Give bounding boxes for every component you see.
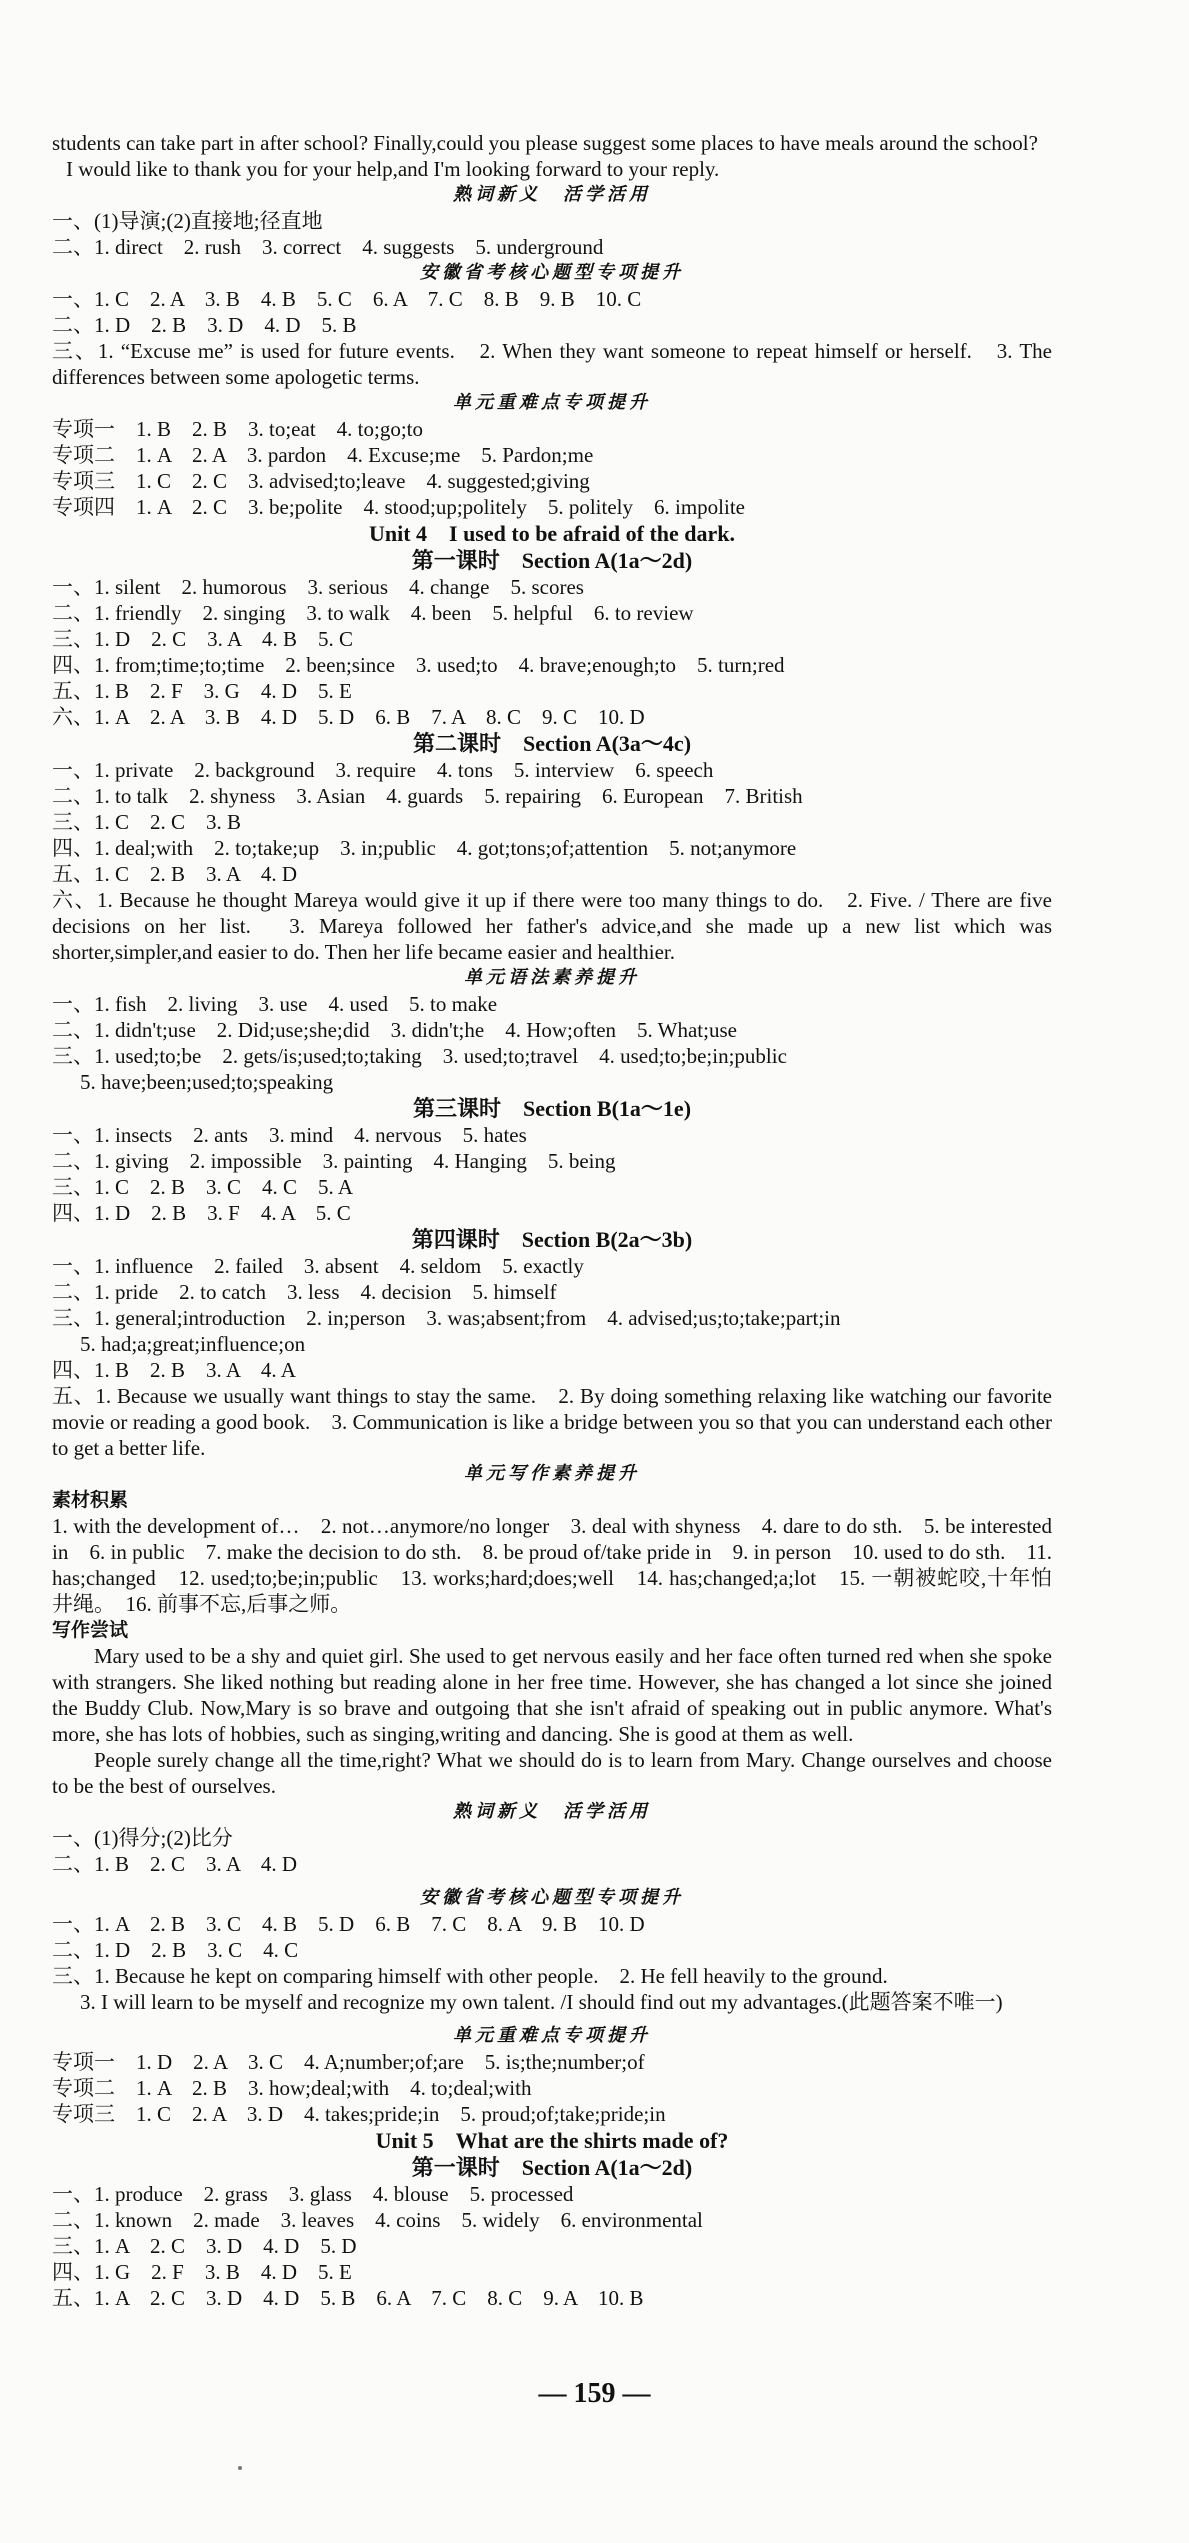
answer-line: 一、1. private 2. background 3. require 4. tons 5. interview 6. speech xyxy=(52,758,714,782)
answer-line: 一、1. insects 2. ants 3. mind 4. nervous 5. hates xyxy=(52,1123,527,1147)
lesson-heading: Unit 4 I used to be afraid of the dark. xyxy=(368,521,736,546)
answer-line: 二、1. to talk 2. shyness 3. Asian 4. guards 5. repairing 6. European 7. British xyxy=(52,784,803,808)
answer-line: 二、1. giving 2. impossible 3. painting 4. Hanging 5. being xyxy=(52,1149,616,1173)
answer-line: 三、1. Because he kept on comparing himself with other people. 2. He fell heavily to the ground. xyxy=(52,1964,888,1988)
answer-line: 一、(1)导演;(2)直接地;径直地 xyxy=(52,209,323,233)
answer-line: 三、1. C 2. B 3. C 4. C 5. A xyxy=(52,1175,354,1199)
lesson-heading: 第二课时 Section A(3a～4c) xyxy=(412,731,692,756)
answer-line: 5. had;a;great;influence;on xyxy=(80,1332,306,1356)
answer-paragraph: People surely change all the time,right? What we should do is to learn from Mary. Change ourselves and choose to be the best of ourselves. xyxy=(52,1748,1052,1798)
answer-line: 二、1. known 2. made 3. leaves 4. coins 5. widely 6. environmental xyxy=(52,2208,703,2232)
answer-line: 专项一 1. B 2. B 3. to;eat 4. to;go;to xyxy=(52,417,423,441)
section-heading: 单元重难点专项提升 xyxy=(453,392,651,413)
answer-line: 二、1. B 2. C 3. A 4. D xyxy=(52,1852,298,1876)
section-heading: 单元写作素养提升 xyxy=(464,1463,640,1484)
answer-line: 四、1. G 2. F 3. B 4. D 5. E xyxy=(52,2260,352,2284)
answer-line: 专项三 1. C 2. C 3. advised;to;leave 4. suggested;giving xyxy=(52,469,590,493)
answer-line: 一、1. A 2. B 3. C 4. B 5. D 6. B 7. C 8. A 9. B 10. D xyxy=(52,1912,645,1936)
answer-line: 一、1. produce 2. grass 3. glass 4. blouse 5. processed xyxy=(52,2182,574,2206)
page-number-value: 159 xyxy=(573,2378,616,2409)
section-heading: 单元语法素养提升 xyxy=(464,967,640,988)
answer-line: 专项二 1. A 2. B 3. how;deal;with 4. to;deal;with xyxy=(52,2076,532,2100)
answer-paragraph: 六、1. Because he thought Mareya would give it up if there were too many things to do. 2. Five. / There are five decisions on her list. 3. Mareya followed her father's advice,and she made up a new list which was shorter,simpler,and easier to do. Then her life became easier and healthier. xyxy=(52,888,1052,964)
answer-line: 一、1. silent 2. humorous 3. serious 4. change 5. scores xyxy=(52,575,584,599)
answer-line: 专项一 1. D 2. A 3. C 4. A;number;of;are 5. is;the;number;of xyxy=(52,2050,645,2074)
answer-line: 三、1. used;to;be 2. gets/is;used;to;taking 3. used;to;travel 4. used;to;be;in;public xyxy=(52,1044,787,1068)
answer-line: 四、1. from;time;to;time 2. been;since 3. used;to 4. brave;enough;to 5. turn;red xyxy=(52,653,785,677)
answer-line: 二、1. friendly 2. singing 3. to walk 4. been 5. helpful 6. to review xyxy=(52,601,694,625)
answer-line: 五、1. B 2. F 3. G 4. D 5. E xyxy=(52,679,352,703)
answer-line: 六、1. A 2. A 3. B 4. D 5. D 6. B 7. A 8. C 9. C 10. D xyxy=(52,705,645,729)
answer-line: 二、1. pride 2. to catch 3. less 4. decision 5. himself xyxy=(52,1280,557,1304)
answer-paragraph: 3. I will learn to be myself and recognize my own talent. /I should find out my advantages.(此题答案不唯一) xyxy=(80,1990,1003,2014)
section-heading: 单元重难点专项提升 xyxy=(453,2025,651,2046)
spacer xyxy=(52,1877,1052,1885)
answer-line: 三、1. D 2. C 3. A 4. B 5. C xyxy=(52,627,354,651)
answer-line: I would like to thank you for your help,and I'm looking forward to your reply. xyxy=(66,157,720,181)
answer-line: 四、1. deal;with 2. to;take;up 3. in;public 4. got;tons;of;attention 5. not;anymore xyxy=(52,836,797,860)
spacer xyxy=(52,2015,1052,2023)
answer-line: 专项二 1. A 2. A 3. pardon 4. Excuse;me 5. Pardon;me xyxy=(52,443,594,467)
sub-heading: 素材积累 xyxy=(52,1489,129,1511)
answer-line: 专项四 1. A 2. C 3. be;polite 4. stood;up;politely 5. politely 6. impolite xyxy=(52,495,745,519)
lesson-heading: 第四课时 Section B(2a～3b) xyxy=(411,1227,693,1252)
answer-line: 一、(1)得分;(2)比分 xyxy=(52,1826,233,1850)
answer-line: 专项三 1. C 2. A 3. D 4. takes;pride;in 5. proud;of;take;pride;in xyxy=(52,2102,666,2126)
answer-line: 四、1. B 2. B 3. A 4. A xyxy=(52,1358,296,1382)
answer-line: 三、1. A 2. C 3. D 4. D 5. D xyxy=(52,2234,357,2258)
answer-line: 三、1. general;introduction 2. in;person 3. was;absent;from 4. advised;us;to;take;part;in xyxy=(52,1306,841,1330)
lesson-heading: 第一课时 Section A(1a～2d) xyxy=(411,548,693,573)
answer-paragraph: 三、1. “Excuse me” is used for future events. 2. When they want someone to repeat himself or herself. 3. The differences between some apologetic terms. xyxy=(52,339,1052,389)
answer-line: 三、1. C 2. C 3. B xyxy=(52,810,242,834)
answer-line: 四、1. D 2. B 3. F 4. A 5. C xyxy=(52,1201,351,1225)
answer-paragraph: 1. with the development of… 2. not…anymore/no longer 3. deal with shyness 4. dare to do sth. 5. be interested in 6. in public 7. make the decision to do sth. 8. be proud of/take pride in 9. in person 10. used to do sth. 11. has;changed 12. used;to;be;in;public 13. works;hard;does;well 14. has;changed;a;lot 15. 一朝被蛇咬,十年怕井绳。 16. 前事不忘,后事之师。 xyxy=(52,1514,1052,1616)
answer-line: 一、1. influence 2. failed 3. absent 4. seldom 5. exactly xyxy=(52,1254,584,1278)
answer-paragraph: 五、1. Because we usually want things to stay the same. 2. By doing something relaxing like watching our favorite movie or reading a good book. 3. Communication is like a bridge between you so that you can understand each other to get a better life. xyxy=(52,1384,1052,1460)
answer-paragraph: Mary used to be a shy and quiet girl. She used to get nervous easily and her face often turned red when she spoke with strangers. She liked nothing but reading alone in her free time. However, she has changed a lot since she joined the Buddy Club. Now,Mary is so brave and outgoing that she isn't afraid of speaking out in public anymore. What's more, she has lots of hobbies, such as singing,writing and dancing. She is good at them as well. xyxy=(52,1644,1052,1746)
section-heading: 熟词新义 活学活用 xyxy=(453,184,651,205)
answer-line: 5. have;been;used;to;speaking xyxy=(80,1070,334,1094)
answer-line: 一、1. C 2. A 3. B 4. B 5. C 6. A 7. C 8. B 9. B 10. C xyxy=(52,287,642,311)
section-heading: 安徽省考核心题型专项提升 xyxy=(420,262,684,283)
answer-line: 二、1. D 2. B 3. D 4. D 5. B xyxy=(52,313,357,337)
page-number: — 159 — xyxy=(538,2378,651,2409)
answer-content xyxy=(52,130,1052,2311)
section-heading: 安徽省考核心题型专项提升 xyxy=(420,1887,684,1908)
answer-line: 二、1. direct 2. rush 3. correct 4. suggests 5. underground xyxy=(52,235,604,259)
answer-line: 五、1. C 2. B 3. A 4. D xyxy=(52,862,298,886)
sub-heading: 写作尝试 xyxy=(52,1619,129,1641)
answer-line: 五、1. A 2. C 3. D 4. D 5. B 6. A 7. C 8. C 9. A 10. B xyxy=(52,2286,644,2310)
section-heading: 熟词新义 活学活用 xyxy=(453,1801,651,1822)
answer-line: 二、1. didn't;use 2. Did;use;she;did 3. didn't;he 4. How;often 5. What;use xyxy=(52,1018,737,1042)
answer-line: 一、1. fish 2. living 3. use 4. used 5. to make xyxy=(52,992,498,1016)
lesson-heading: 第一课时 Section A(1a～2d) xyxy=(411,2155,693,2180)
answer-paragraph: students can take part in after school? Finally,could you please suggest some places to have meals around the school? xyxy=(52,131,1038,155)
scan-speck xyxy=(238,2466,242,2470)
answer-line: 二、1. D 2. B 3. C 4. C xyxy=(52,1938,299,1962)
lesson-heading: 第三课时 Section B(1a～1e) xyxy=(412,1096,692,1121)
lesson-heading: Unit 5 What are the shirts made of? xyxy=(375,2128,729,2153)
